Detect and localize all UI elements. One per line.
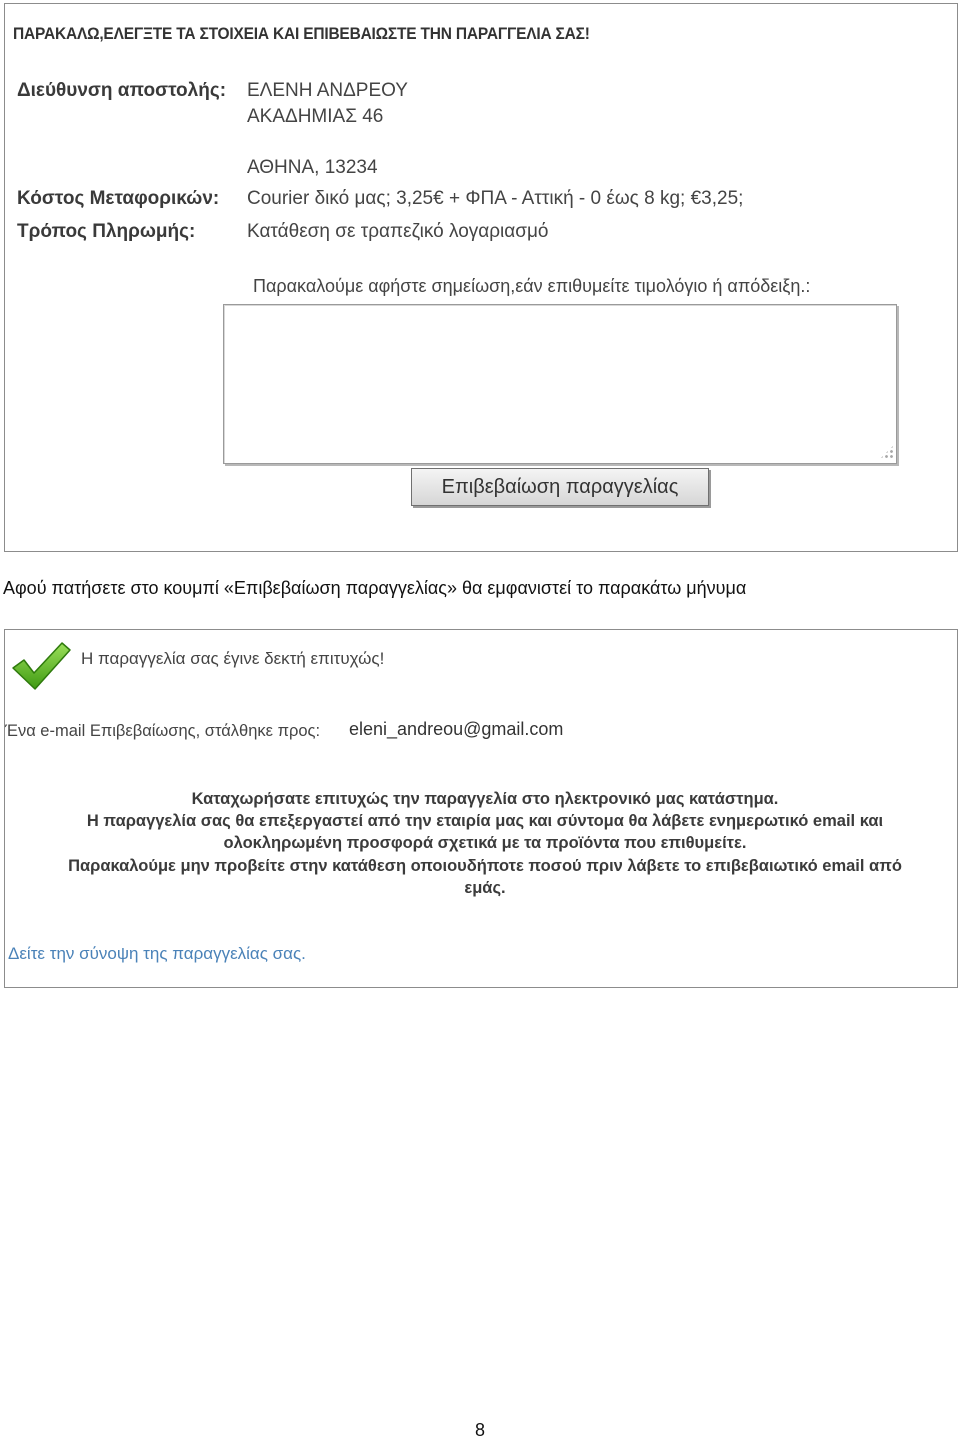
confirm-order-button[interactable]: Επιβεβαίωση παραγγελίας [411,468,709,506]
success-heading: Η παραγγελία σας έγινε δεκτή επιτυχώς! [81,649,385,668]
message-line: Η παραγγελία σας θα επεξεργαστεί από την εταιρία μας και σύντομα θα λάβετε ενημερωτικό email και [86,812,884,830]
email-sent-label: Ένα e-mail Επιβεβαίωσης, στάλθηκε προς: [5,722,321,740]
checkmark-icon [10,640,72,692]
instruction-caption: Αφού πατήσετε στο κουμπί «Επιβεβαίωση παραγγελίας» θα εμφανιστεί το παρακάτω μήνυμα [3,578,747,598]
shipping-cost-value: Courier δικό μας; 3,25€ + ΦΠΑ - Αττική - 0 έως 8 kg; €3,25; [247,188,744,209]
shipping-name: ΕΛΕΝΗ ΑΝΔΡΕΟΥ [247,80,408,101]
payment-method-label: Τρόπος Πληρωμής: [17,221,196,242]
shipping-street: ΑΚΑΔΗΜΙΑΣ 46 [247,106,384,127]
recipient-email: eleni_andreou@gmail.com [349,719,564,739]
note-label: Παρακαλούμε αφήστε σημείωση,εάν επιθυμείτε τιμολόγιο ή απόδειξη.: [253,276,811,296]
message-line: εμάς. [464,879,506,897]
shipping-city: ΑΘΗΝΑ, 13234 [247,157,378,178]
shipping-address-label: Διεύθυνση αποστολής: [17,80,227,101]
order-confirmation-form [4,3,958,552]
shipping-cost-label: Κόστος Μεταφορικών: [17,188,220,209]
message-line: Καταχωρήσατε επιτυχώς την παραγγελία στο ηλεκτρονικό μας κατάστημα. [191,790,779,808]
payment-method-value: Κατάθεση σε τραπεζικό λογαριασμό [247,221,549,242]
page-number: 8 [474,1420,485,1440]
message-line: Παρακαλούμε μην προβείτε στην κατάθεση οποιουδήποτε ποσού πριν λάβετε το επιβεβαιωτικό email από [68,857,902,875]
order-success-panel [4,629,958,988]
message-line: ολοκληρωμένη προσφορά σχετικά με τα προϊόντα που επιθυμείτε. [223,834,747,852]
form-title: ΠΑΡΑΚΑΛΩ,ΕΛΕΓΞΤΕ ΤΑ ΣΤΟΙΧΕΙΑ ΚΑΙ ΕΠΙΒΕΒΑΙΩΣΤΕ ΤΗΝ ΠΑΡΑΓΓΕΛΙΑ ΣΑΣ! [13,25,590,44]
note-textarea[interactable] [223,304,897,464]
order-summary-link[interactable]: Δείτε την σύνοψη της παραγγελίας σας. [8,944,306,963]
